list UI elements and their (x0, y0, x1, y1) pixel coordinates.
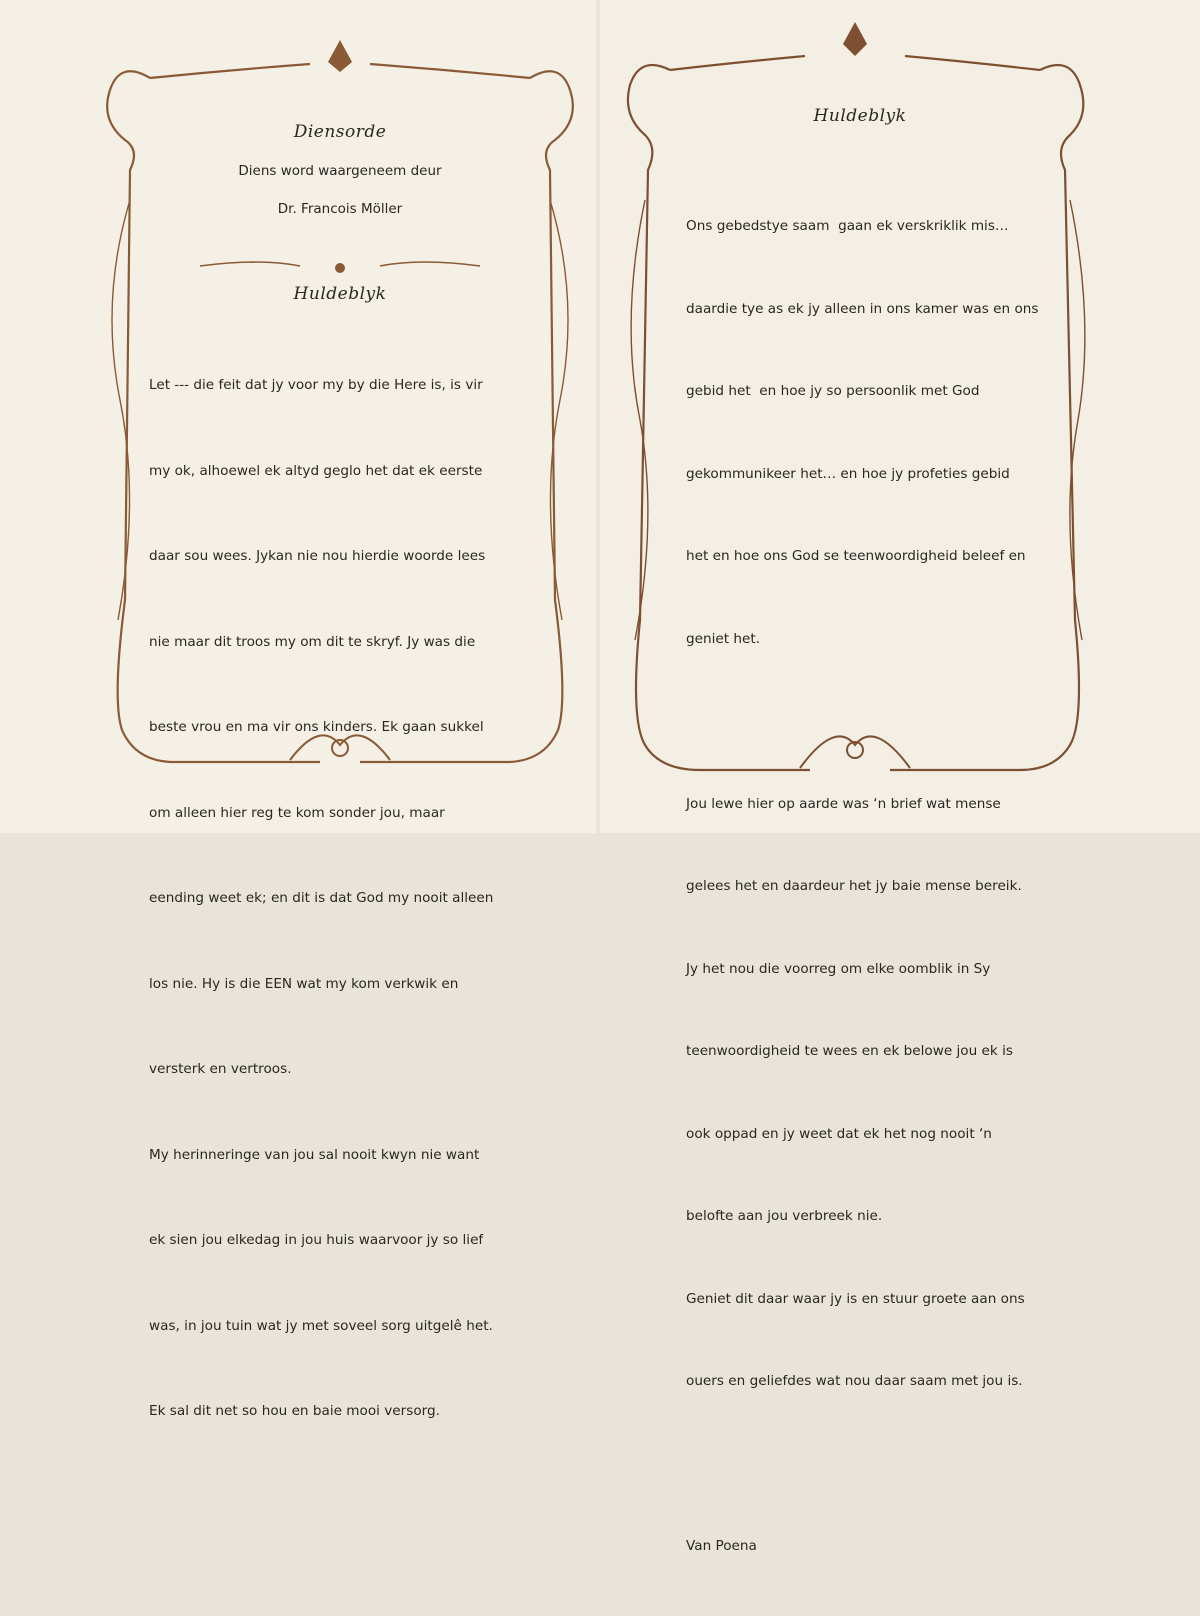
text-line: gekommunikeer het… en hoe jy profeties gebid (686, 465, 1010, 482)
signature-line: Van Poena (686, 1538, 757, 1554)
text-line: eending weet ek; en dit is dat God my nooit alleen (149, 890, 494, 906)
text-line: belofte aan jou verbreek nie. (686, 1208, 883, 1224)
text-line: ouers en geliefdes wat nou daar saam met jou is. (686, 1373, 1023, 1389)
text-line: versterk en vertroos. (149, 1061, 292, 1077)
text-line: Jy het nou die voorreg om elke oomblik in Sy (686, 960, 991, 977)
crest-ornament-top (843, 22, 867, 56)
text-line: geniet het. (686, 630, 761, 647)
huldeblyk-title-right: Huldeblyk (813, 106, 907, 126)
tribute-text-right (686, 158, 1038, 1616)
text-line: los nie. Hy is die EEN wat my kom verkwik en (149, 975, 459, 992)
text-line: My herinneringe van jou sal nooit kwyn nie want (149, 1146, 480, 1163)
text-line: Let --- die feit dat jy voor my by die Here is, is vir (149, 377, 483, 393)
text-line: Ek sal dit net so hou en baie mooi versorg. (149, 1403, 440, 1419)
text-line: ook oppad en jy weet dat ek het nog nooit ‘n (686, 1125, 992, 1142)
left-page (0, 0, 596, 1419)
text-line: het en hoe ons God se teenwoordigheid beleef en (686, 548, 1026, 564)
huldeblyk-title-left: Huldeblyk (293, 284, 387, 304)
text-line: daar sou wees. Jykan nie nou hierdie woorde lees (149, 548, 486, 564)
officiant-line-2: Dr. Francois Möller (277, 201, 403, 217)
text-line: Geniet dit daar waar jy is en stuur groete aan ons (686, 1290, 1025, 1307)
diensorde-heading: Diensorde (293, 122, 387, 142)
text-line: gebid het en hoe jy so persoonlik met God (686, 383, 980, 399)
crest-ornament-top (328, 40, 352, 273)
text-line: was, in jou tuin wat jy met soveel sorg uitgelê het. (149, 1317, 493, 1334)
text-line: ek sien jou elkedag in jou huis waarvoor jy so lief (149, 1232, 484, 1248)
text-line: daardie tye as ek jy alleen in ons kamer was en ons (686, 300, 1039, 317)
text-line: gelees het en daardeur het jy baie mense bereik. (686, 878, 1022, 894)
text-line: Jou lewe hier op aarde was ‘n brief wat mense (686, 795, 1001, 812)
tribute-text-left (149, 314, 493, 1483)
right-page (600, 0, 1200, 1554)
text-line: teenwoordigheid te wees en ek belowe jou ek is (686, 1043, 1013, 1059)
officiant-line-1: Diens word waargeneem deur (238, 163, 442, 179)
blank-line (686, 1451, 1038, 1479)
blank-line (686, 708, 1038, 736)
text-line: beste vrou en ma vir ons kinders. Ek gaan sukkel (149, 719, 484, 735)
text-line: Ons gebedstye saam gaan ek verskriklik mis… (686, 218, 1009, 234)
text-line: my ok, alhoewel ek altyd geglo het dat ek eerste (149, 462, 483, 479)
text-line: om alleen hier reg te kom sonder jou, maar (149, 804, 445, 821)
text-line: nie maar dit troos my om dit te skryf. Jy was die (149, 633, 476, 650)
